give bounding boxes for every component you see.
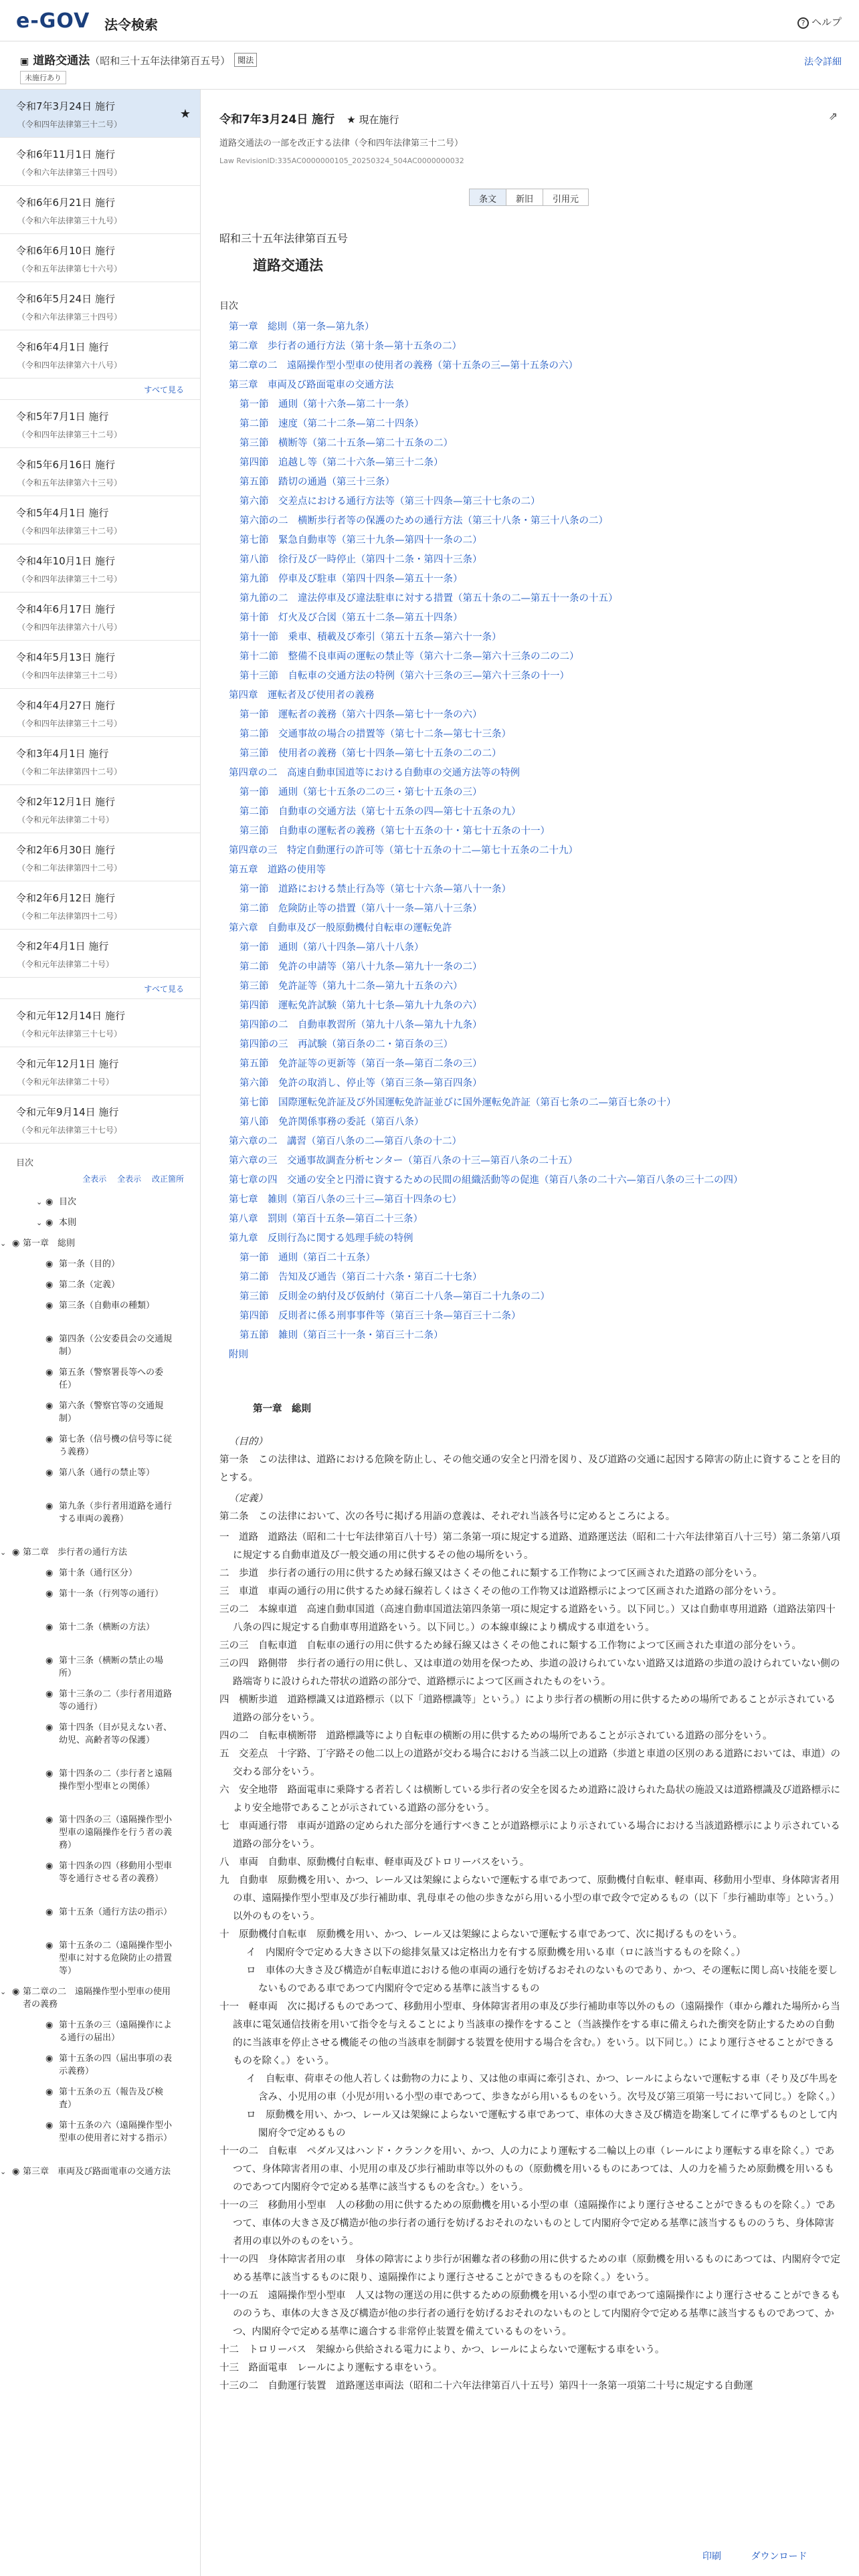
toc-tree-label: 第十一条（行列等の通行） [59, 1589, 164, 1599]
toc-link[interactable]: 第九章 反則行為に関する処理手続の特例 [229, 1233, 413, 1244]
version-date: 令和6年4月1日 施行 [16, 341, 109, 353]
toc-link[interactable]: 第一節 通則（第七十五条の二の三・第七十五条の三） [240, 787, 482, 798]
article-item: 四の二 自転車横断帯 道路標識等により自転車の横断の用に供するための場所であることが示されている道路の部分をいう。 [219, 1731, 773, 1741]
toc-link[interactable]: 第三節 自動車の運転者の義務（第七十五条の十・第七十五条の十一） [240, 826, 550, 837]
version-item[interactable] [0, 1095, 200, 1144]
toc-link[interactable]: 第八章 罰則（第百十五条—第百二十三条） [229, 1214, 423, 1224]
toc-tree-label: 第四条（公安委員会の交通規制） [59, 1334, 173, 1357]
law-title: ▣ 道路交通法（昭和三十五年法律第百五号） 閲法 [20, 51, 257, 68]
version-law: （令和四年法律第三十二号） [17, 526, 122, 536]
amend-law: 道路交通法の一部を改正する法律（令和四年法律第三十二号） [219, 138, 464, 148]
toc-link[interactable]: 第九節の二 違法停車及び違法駐車に対する措置（第五十条の二—第五十一条の十五） [240, 593, 618, 604]
article-item: 九 自動車 原動機を用い、かつ、レール又は架線によらないで運転する車であつて、原動機付自転車、軽車両、移動用小型車、身体障害者用の車、遠隔操作型小型車及び歩行補助車、乳母車その他の歩きながら用いる小型の車で政令で定めるもの（以下「歩行補助車等」という。）以外のものをいう。 [219, 1875, 840, 1922]
article-item: 七 車両通行帯 車両が道路の定められた部分を通行すべきことが道路標示により示されている場合における当該道路標示により示されている道路の部分をいう。 [219, 1821, 840, 1850]
eye-icon[interactable]: ◉ [45, 2054, 54, 2064]
toc-tree-label: 第二条（定義） [59, 1280, 120, 1290]
version-law: （令和六年法律第三十四号） [17, 312, 122, 322]
eye-icon[interactable]: ◉ [45, 1907, 54, 1917]
eye-icon[interactable]: ◉ [45, 1218, 54, 1228]
eye-icon[interactable]: ◉ [45, 1769, 54, 1779]
toc-link[interactable]: 第四節 追越し等（第二十六条—第三十二条） [240, 457, 444, 468]
version-item[interactable] [0, 833, 200, 881]
toc-link[interactable]: 附則 [229, 1350, 248, 1360]
version-date: 令和2年6月12日 施行 [16, 892, 115, 904]
version-law: （令和二年法律第四十二号） [17, 863, 122, 873]
toc-tree-item[interactable] [0, 1546, 177, 1559]
toc-link[interactable]: 第二節 免許の申請等（第八十九条—第九十一条の二） [240, 962, 482, 972]
chevron-down-icon[interactable]: ⌄ [0, 1239, 7, 1248]
eye-icon[interactable]: ◉ [45, 1434, 54, 1444]
toc-link[interactable]: 第三節 横断等（第二十五条—第二十五条の二） [240, 438, 453, 449]
article-subitem: ロ 原動機を用い、かつ、レール又は架線によらないで運転する車であつて、車体の大きさ及び構造を勘案してイに準ずるものとして内閣府令で定めるもの [246, 2110, 838, 2139]
version-law: （令和四年法律第三十二号） [17, 671, 122, 680]
toc-link[interactable]: 第二章 歩行者の通行方法（第十条—第十五条の二） [229, 341, 462, 352]
toc-link[interactable]: 第五節 踏切の通過（第三十三条） [240, 477, 395, 488]
article-item: 十一の二 自転車 ペダル又はハンド・クランクを用い、かつ、人の力により運転する二輪以上の車（レールにより運転する車を除く。）であつて、身体障害者用の車、小児用の車及び歩行補助車等以外のもの（原動機を用いるものにあつては、人の力を補うため原動機を用いるものであつて内閣府令で定める基準に該当するものを含む。）をいう。 [219, 2146, 835, 2193]
toc-link[interactable]: 第一節 運転者の義務（第六十四条—第七十一条の六） [240, 710, 482, 720]
toc-tree-label: 第十条（通行区分） [59, 1568, 138, 1578]
version-law: （令和四年法律第三十二号） [17, 120, 122, 129]
version-item[interactable] [0, 234, 200, 282]
article-item: 十三 路面電車 レールにより運転する車をいう。 [219, 2363, 443, 2373]
eye-icon[interactable]: ◉ [45, 1259, 54, 1269]
version-date: 令和4年4月27日 施行 [16, 700, 115, 712]
version-date: 令和6年6月21日 施行 [16, 197, 115, 209]
eye-icon[interactable]: ◉ [45, 1568, 54, 1578]
toc-panel-label: 目次 [16, 1158, 34, 1168]
toc-link[interactable]: 第四章の二 高速自動車国道等における自動車の交通方法等の特例 [229, 768, 520, 778]
toc-tree-item[interactable] [45, 1299, 173, 1312]
law-heading: 道路交通法 [253, 257, 323, 274]
eye-icon[interactable]: ◉ [45, 1197, 54, 1207]
eye-icon[interactable]: ◉ [45, 1280, 54, 1290]
version-item[interactable] [0, 930, 200, 978]
toc-link[interactable]: 第四章 運転者及び使用者の義務 [229, 690, 375, 701]
toc-link[interactable]: 第十二節 整備不良車両の運転の禁止等（第六十二条—第六十三条の二の二） [240, 651, 579, 662]
article-item: 四 横断歩道 道路標識又は道路標示（以下「道路標識等」という。）により歩行者の横断の用に供するための場所であることが示されている道路の部分をいう。 [219, 1695, 836, 1723]
article-item: 一 道路 道路法（昭和二十七年法律第百八十号）第二条第一項に規定する道路、道路運送法（昭和二十六年法律第百八十三号）第二条第八項に規定する自動車道及び一般交通の用に供するその他の場所をいう。 [219, 1532, 840, 1561]
toc-tree-item[interactable] [45, 1860, 173, 1885]
toc-tree-item[interactable] [45, 1814, 173, 1852]
toc-tree-label: 第十二条（横断の方法） [59, 1622, 155, 1632]
version-item[interactable] [0, 641, 200, 689]
toc-link[interactable]: 第七章 雑則（第百八条の三十三—第百十四条の七） [229, 1194, 462, 1205]
toc-tree-item[interactable] [45, 1567, 173, 1580]
article-1: 第一条 この法律は、道路における危険を防止し、その他交通の安全と円滑を図り、及び道路の交通に起因する障害の防止に資することを目的とする。 [219, 1455, 840, 1483]
toc-tree-item[interactable] [0, 2165, 177, 2178]
main-content [201, 90, 859, 2576]
article-caption: （目的） [229, 1436, 268, 1447]
version-item[interactable] [0, 881, 200, 930]
version-date: 令和元年9月14日 施行 [16, 1106, 119, 1118]
article-subitem: イ 自転車、荷車その他人若しくは動物の力により、又は他の車両に牽引され、かつ、レールによらないで運転する車（そり及び牛馬を含み、小児用の車（小児が用いる小型の車であつて、歩きながら用いるものをいう。次号及び第三項第一号において同じ。）を除く。） [246, 2074, 841, 2103]
book-icon: ▣ [20, 56, 29, 67]
article-item: 三 車道 車両の通行の用に供するため縁石線若しくはさくその他の工作物又は道路標示によつて区画された道路の部分をいう。 [219, 1586, 782, 1597]
toc-tree-label: 第十四条の三（遠隔操作型小型車の遠隔操作を行う者の義務） [59, 1815, 173, 1850]
toc-tree-item[interactable] [45, 1258, 173, 1271]
toc-link[interactable]: 第十節 灯火及び合図（第五十二条—第五十四条） [240, 613, 463, 623]
version-date: 令和5年6月16日 施行 [16, 459, 115, 471]
version-date: 令和5年4月1日 施行 [16, 507, 109, 519]
version-law: （令和五年法律第七十六号） [17, 264, 122, 274]
toc-tree-label: 第八条（通行の禁止等） [59, 1468, 155, 1478]
eye-icon[interactable]: ◉ [45, 1334, 54, 1344]
toc-tree-label: 第十四条（目が見えない者、幼児、高齢者等の保護） [59, 1723, 173, 1745]
version-item[interactable] [0, 689, 200, 737]
article-item: 十一の三 移動用小型車 人の移動の用に供するための原動機を用いる小型の車（遠隔操作により運行させることができるものを除く。）であつて、車体の大きさ及び構造が他の歩行者の通行を妨げるおそれのないものとして内閣府令で定める基準に該当するもののうち、身体障害者用の車以外のものをいう。 [219, 2200, 836, 2247]
eye-icon[interactable]: ◉ [45, 1501, 54, 1511]
eye-icon[interactable]: ◉ [45, 1656, 54, 1666]
version-list [0, 999, 200, 1144]
article-2: 第二条 この法律において、次の各号に掲げる用語の意義は、それぞれ当該各号に定めるところによる。 [219, 1511, 676, 1522]
toc-tree-label: 第十四条の四（移動用小型車等を通行させる者の義務） [59, 1861, 173, 1884]
toc-link[interactable]: 第一節 道路における禁止行為等（第七十六条—第八十一条） [240, 884, 511, 895]
collapse-all-button[interactable]: 全表示 [117, 1174, 142, 1184]
law-tag: 閲法 [234, 53, 257, 67]
toc-link[interactable]: 第三章 車両及び路面電車の交通方法 [229, 380, 394, 391]
article-item: 十三の二 自動運行装置 道路運送車両法（昭和二十六年法律第百八十五号）第四十一条第一項第二十号に規定する自動運 [219, 2381, 753, 2391]
current-badge: ★ 現在施行 [347, 114, 399, 126]
tab-compare[interactable]: 新旧 [506, 189, 543, 206]
version-law: （令和四年法律第三十二号） [17, 719, 122, 728]
toc-tree-label: 第十三条の二（歩行者用道路等の通行） [59, 1689, 173, 1712]
toc-tree-label: 第十五条の六（遠隔操作型小型車の使用者に対する指示） [59, 2121, 173, 2143]
toc-link[interactable]: 第三節 免許証等（第九十二条—第九十五条の六） [240, 981, 463, 992]
eye-icon[interactable]: ◉ [12, 2167, 20, 2177]
article-item: 八 車両 自動車、原動機付自転車、軽車両及びトロリーバスをいう。 [219, 1857, 530, 1868]
toc-link[interactable]: 第五節 雑則（第百三十一条・第百三十二条） [240, 1330, 444, 1341]
toc-link[interactable]: 第七節 国際運転免許証及び外国運転免許証並びに国外運転免許証（第百七条の二—第百七条の十） [240, 1097, 676, 1108]
tab-text[interactable]: 条文 [469, 189, 506, 206]
article-item: 五 交差点 十字路、丁字路その他二以上の道路が交わる場合における当該二以上の道路（歩道と車道の区別のある道路においては、車道）の交わる部分をいう。 [219, 1749, 840, 1778]
toc-link[interactable]: 第二節 交通事故の場合の措置等（第七十二条—第七十三条） [240, 729, 511, 740]
toc-link[interactable]: 第四章の三 特定自動運行の許可等（第七十五条の十二—第七十五条の二十九） [229, 845, 578, 856]
toc-link[interactable]: 第八節 徐行及び一時停止（第四十二条・第四十三条） [240, 554, 482, 565]
chevron-down-icon[interactable]: ⌄ [0, 1988, 7, 1996]
toc-link[interactable]: 第一節 通則（第百二十五条） [240, 1253, 375, 1263]
toc-tree-item[interactable] [45, 2119, 173, 2145]
toc-tree-item[interactable] [45, 1906, 173, 1919]
toc-tree-item[interactable] [45, 1621, 173, 1634]
toc-label: 目次 [219, 301, 238, 312]
article-item: 十一の五 遠隔操作型小型車 人又は物の運送の用に供するための原動機を用いる小型の車であつて遠隔操作により運行させることができるもののうち、車体の大きさ及び構造が他の歩行者の通行を妨げるおそれのないものとして内閣府令で定める基準に該当するものであつて、かつ、内閣府令で定める基準に適合する非常停止装置を備えているものをいう。 [219, 2290, 840, 2337]
version-item[interactable] [0, 330, 200, 379]
toc-tree-label: 第二章 歩行者の通行方法 [23, 1547, 128, 1558]
revision-button[interactable]: 改正箇所 [151, 1174, 184, 1184]
version-item[interactable] [0, 737, 200, 785]
eye-icon[interactable]: ◉ [45, 1723, 54, 1733]
version-date: 令和元年12月1日 施行 [16, 1058, 119, 1070]
version-item[interactable] [0, 90, 200, 138]
article-subitem: ロ 車体の大きさ及び構造が自転車道における他の車両の通行を妨げるおそれのないものであり、かつ、その運転に関し高い技能を要しないものである車であつて内閣府令で定める基準に該当するもの [246, 1965, 838, 1994]
toc-link[interactable]: 第四節の三 再試験（第百条の二・第百条の三） [240, 1039, 453, 1050]
toc-link[interactable]: 第九節 停車及び駐車（第四十四条—第五十一条） [240, 574, 463, 584]
toc-link[interactable]: 第三節 反則金の納付及び仮納付（第百二十八条—第百二十九条の二） [240, 1291, 550, 1302]
version-date: 令和6年11月1日 施行 [16, 148, 115, 160]
law-bar [0, 41, 859, 90]
version-item[interactable] [0, 186, 200, 234]
version-date: 令和4年5月13日 施行 [16, 651, 115, 663]
version-item[interactable] [0, 593, 200, 641]
version-law: （令和元年法律第二十号） [17, 815, 114, 825]
toc-tree-item[interactable] [45, 1767, 173, 1793]
help-link[interactable]: ? ヘルプ [797, 15, 842, 29]
eye-icon[interactable]: ◉ [45, 1689, 54, 1699]
toc-tree-item[interactable] [45, 1654, 173, 1680]
toc-tree-item[interactable] [45, 1721, 173, 1747]
toc-tree-item[interactable] [45, 1366, 173, 1392]
toc-tree-label: 第十五条の四（届出事項の表示義務） [59, 2054, 173, 2076]
eye-icon[interactable]: ◉ [45, 1589, 54, 1599]
toc-link[interactable]: 第一節 通則（第八十四条—第八十八条） [240, 942, 424, 953]
see-all-link[interactable]: すべて見る [0, 379, 200, 400]
help-icon: ? [797, 17, 809, 29]
toc-link[interactable]: 第十一節 乗車、積載及び牽引（第五十五条—第六十一条） [240, 632, 502, 643]
egov-logo[interactable]: e-GOV [16, 9, 90, 33]
eye-icon[interactable]: ◉ [45, 2121, 54, 2131]
revision-id: Law RevisionID:335AC0000000105_20250324_504AC0000000032 [219, 156, 464, 165]
toc-link[interactable]: 第二章の二 遠隔操作型小型車の使用者の義務（第十五条の三—第十五条の六） [229, 360, 578, 371]
toc-tree-label: 第三章 車両及び路面電車の交通方法 [23, 2167, 171, 2177]
toc-tree-item[interactable] [45, 1433, 173, 1459]
version-law: （令和元年法律第二十号） [17, 960, 114, 969]
toc-tree-item[interactable] [45, 1279, 173, 1291]
version-law: （令和元年法律第二十号） [17, 1077, 114, 1087]
toc-tree-label: 第十五条の二（遠隔操作型小型車に対する危険防止の措置等） [59, 1941, 173, 1976]
version-date: 令和7年3月24日 施行 [16, 100, 115, 112]
status-badge: 未施行あり [20, 71, 66, 84]
toc-link[interactable]: 第五章 道路の使用等 [229, 865, 326, 875]
version-date: 令和4年6月17日 施行 [16, 603, 115, 615]
toc-tree-label: 第一条（目的） [59, 1259, 120, 1269]
external-link-icon[interactable]: ⇗ [828, 110, 838, 122]
eye-icon[interactable]: ◉ [45, 1401, 54, 1411]
law-document [219, 230, 842, 1365]
toc-tree-label: 第三条（自動車の種類） [59, 1301, 155, 1311]
site-title[interactable]: 法令検索 [104, 17, 158, 33]
version-law: （令和元年法律第三十七号） [17, 1029, 122, 1039]
article-item: 三の三 自転車道 自転車の通行の用に供するため縁石線又はさくその他これに類する工作物によつて区画された車道の部分をいう。 [219, 1640, 801, 1651]
article-caption: （定義） [229, 1493, 268, 1504]
toc-tree-label: 第一章 総則 [23, 1239, 76, 1249]
toc-link[interactable]: 第六章の二 講習（第百八条の二—第百八条の十二） [229, 1136, 462, 1147]
toc-tree-item[interactable] [45, 1588, 173, 1600]
version-law: （令和二年法律第四十二号） [17, 911, 122, 921]
version-list [0, 400, 200, 978]
toc-tree-item[interactable] [45, 1500, 173, 1525]
article-item: 三の二 本線車道 高速自動車国道（高速自動車国道法第四条第一項に規定する道路をいう。以下同じ。）又は自動車専用道路（道路法第四十八条の四に規定する自動車専用道路をいう。以下同じ。）の本線車線により構成する車道をいう。 [219, 1604, 836, 1633]
version-item[interactable] [0, 496, 200, 544]
article-subitem: イ 内閣府令で定める大きさ以下の総排気量又は定格出力を有する原動機を用いる車（ロに該当するものを除く。） [246, 1947, 746, 1958]
version-law: （令和四年法律第三十二号） [17, 430, 122, 439]
download-button[interactable]: ダウンロード [751, 2551, 807, 2562]
article-item: 十一の四 身体障害者用の車 身体の障害により歩行が困難な者の移動の用に供するための車（原動機を用いるものにあつては、内閣府令で定める基準に該当するものに限り、遠隔操作により運行させることができるものを除く。）をいう。 [219, 2254, 840, 2283]
eye-icon[interactable]: ◉ [12, 1239, 20, 1249]
toc-link[interactable]: 第二節 速度（第二十二条—第二十四条） [240, 419, 424, 429]
version-date: 令和2年12月1日 施行 [16, 796, 115, 808]
law-body [219, 1400, 842, 2395]
toc-tree-label: 第二章の二 遠隔操作型小型車の使用者の義務 [23, 1987, 171, 2010]
toc-link[interactable]: 第五節 免許証等の更新等（第百一条—第百二条の三） [240, 1059, 482, 1069]
toc-link[interactable]: 第八節 免許関係事務の委託（第百八条） [240, 1117, 424, 1128]
article-item: 二 歩道 歩行者の通行の用に供するため縁石線又はさくその他これに類する工作物によつて区画された道路の部分をいう。 [219, 1568, 763, 1579]
version-item[interactable] [0, 282, 200, 330]
article-item: 六 安全地帯 路面電車に乗降する者若しくは横断している歩行者の安全を図るため道路に設けられた島状の施設又は道路標識及び道路標示により安全地帯であることが示されている道路の部分をいう。 [219, 1785, 840, 1814]
version-law: （令和二年法律第四十二号） [17, 767, 122, 776]
toc-tree-label: 本則 [59, 1218, 77, 1228]
version-date: 令和3年4月1日 施行 [16, 748, 109, 760]
star-icon: ★ [347, 114, 359, 126]
toc-tree-item[interactable] [0, 1985, 177, 2011]
toc-tree-item[interactable] [36, 1216, 173, 1229]
toc-link[interactable]: 第一章 総則（第一条—第九条） [229, 322, 375, 332]
toc-link[interactable]: 第二節 危険防止等の措置（第八十一条—第八十三条） [240, 903, 482, 914]
version-header [219, 110, 464, 165]
toc-tree-label: 目次 [59, 1197, 77, 1207]
version-date: 令和4年10月1日 施行 [16, 555, 115, 567]
star-icon: ★ [179, 107, 191, 121]
eye-icon[interactable]: ◉ [45, 1815, 54, 1825]
see-all-link[interactable]: すべて見る [0, 978, 200, 999]
version-law: （令和四年法律第六十八号） [17, 623, 122, 632]
version-law: （令和六年法律第三十九号） [17, 216, 122, 225]
toc-link[interactable]: 第七節 緊急自動車等（第三十九条—第四十一条の二） [240, 535, 482, 546]
sidebar [0, 90, 201, 2576]
eye-icon[interactable]: ◉ [45, 1301, 54, 1311]
version-date: 令和6年5月24日 施行 [16, 293, 115, 305]
version-date: 令和元年12月14日 施行 [16, 1010, 125, 1022]
law-number: 昭和三十五年法律第百五号 [219, 232, 349, 245]
version-date: 令和6年6月10日 施行 [16, 245, 115, 257]
toc-tree-item[interactable] [45, 1939, 173, 1977]
tab-cited[interactable]: 引用元 [543, 189, 589, 206]
version-date: 令和7年3月24日 施行 [219, 113, 335, 126]
toc-tree-label: 第十五条の五（報告及び検査） [59, 2087, 164, 2110]
toc-link[interactable]: 第四節 運転免許試験（第九十七条—第九十九条の六） [240, 1000, 482, 1011]
version-item[interactable] [0, 138, 200, 186]
chevron-down-icon[interactable]: ⌄ [0, 1548, 7, 1557]
version-item[interactable] [0, 448, 200, 496]
toc-link[interactable]: 第六節の二 横断歩行者等の保護のための通行方法（第三十八条・第三十八条の二） [240, 516, 608, 526]
toc-tree-label: 第九条（歩行者用道路を通行する車両の義務） [59, 1501, 173, 1524]
eye-icon[interactable]: ◉ [12, 1547, 20, 1558]
toc-tree-item[interactable] [45, 1333, 173, 1358]
toc-link[interactable]: 第四節 反則者に係る刑事事件等（第百三十条—第百三十二条） [240, 1311, 521, 1321]
view-tabs [470, 189, 589, 206]
toc-tree-item[interactable] [45, 2052, 173, 2078]
version-law: （令和五年法律第六十三号） [17, 478, 122, 488]
version-law: （令和元年法律第三十七号） [17, 1125, 122, 1135]
version-date: 令和2年6月30日 施行 [16, 844, 115, 856]
eye-icon[interactable]: ◉ [45, 2020, 54, 2030]
toc-tree-label: 第十五条の三（遠隔操作による通行の届出） [59, 2020, 173, 2043]
chevron-down-icon[interactable]: ⌄ [36, 1198, 43, 1206]
expand-all-button[interactable]: 全表示 [82, 1174, 107, 1184]
toc-link[interactable]: 第二節 告知及び通告（第百二十六条・第百二十七条） [240, 1272, 482, 1283]
eye-icon[interactable]: ◉ [45, 1368, 54, 1378]
eye-icon[interactable]: ◉ [45, 2087, 54, 2097]
print-button[interactable]: 印刷 [702, 2551, 721, 2562]
toc-tree-item[interactable] [45, 1400, 173, 1425]
version-item[interactable] [0, 1047, 200, 1095]
toc-link[interactable]: 第四節の二 自動車教習所（第九十八条—第九十九条） [240, 1020, 482, 1031]
toc-tree-item[interactable] [45, 2086, 173, 2111]
toc-tree-label: 第十三条（横断の禁止の場所） [59, 1656, 164, 1679]
toc-link[interactable]: 第七章の四 交通の安全と円滑に資するための民間の組織活動等の促進（第百八条の二十六—第百八条の三十二の四） [229, 1175, 743, 1186]
toc-tree [0, 1193, 200, 2330]
law-detail-link[interactable]: 法令詳細 [804, 57, 842, 68]
toc-link[interactable]: 第十三節 自転車の交通方法の特例（第六十三条の三—第六十三条の十一） [240, 671, 569, 681]
eye-icon[interactable]: ◉ [12, 1987, 20, 1997]
version-item[interactable] [0, 400, 200, 448]
article-2-items [219, 1529, 842, 2395]
toc-link[interactable]: 第六節 免許の取消し、停止等（第百三条—第百四条） [240, 1078, 482, 1089]
version-item[interactable] [0, 544, 200, 593]
footer-actions [676, 2549, 807, 2563]
toc-link[interactable]: 第六章 自動車及び一般原動機付自転車の運転免許 [229, 923, 452, 934]
article-item: 十 原動機付自転車 原動機を用い、かつ、レール又は架線によらないで運転する車であつて、次に掲げるものをいう。 [219, 1929, 743, 1940]
toc-link[interactable]: 第二節 自動車の交通方法（第七十五条の四—第七十五条の九） [240, 807, 521, 817]
version-date: 令和5年7月1日 施行 [16, 411, 109, 423]
version-date: 令和2年4月1日 施行 [16, 940, 109, 952]
toc-tree-item[interactable] [45, 1467, 173, 1479]
article-item: 十一 軽車両 次に掲げるものであつて、移動用小型車、身体障害者用の車及び歩行補助車等以外のもの（遠隔操作（車から離れた場所から当該車に電気通信技術を用いて指令を与えることにより当該車の操作をすること（当該操作をする車に備えられた衝突を防止するための自動的に当該車を停止させる機能その他の当該車を制御する装置を使用する場合を含む。）をいう。以下同じ。）により運行させることができるものを除く。）をいう。 [219, 2002, 840, 2066]
toc-tree-item[interactable] [45, 1688, 173, 1713]
toc-tree-item[interactable] [0, 1237, 177, 1250]
law-toc [219, 318, 842, 1365]
eye-icon[interactable]: ◉ [45, 1861, 54, 1871]
eye-icon[interactable]: ◉ [45, 1622, 54, 1632]
toc-link[interactable]: 第三節 使用者の義務（第七十四条—第七十五条の二の二） [240, 748, 502, 759]
toc-tools [0, 1173, 200, 1193]
version-law: （令和四年法律第三十二号） [17, 574, 122, 584]
toc-tree-item[interactable] [36, 1196, 173, 1208]
toc-tree-label: 第五条（警察署長等への委任） [59, 1368, 164, 1390]
toc-tree-label: 第十四条の二（歩行者と遠隔操作型小型車との関係） [59, 1769, 173, 1792]
chevron-down-icon[interactable]: ⌄ [0, 2167, 7, 2176]
version-law: （令和四年法律第六十八号） [17, 360, 122, 370]
toc-tree-label: 第十五条（通行方法の指示） [59, 1907, 173, 1917]
chapter-heading: 第一章 総則 [253, 1404, 311, 1414]
version-item[interactable] [0, 785, 200, 833]
chevron-down-icon[interactable]: ⌄ [36, 1218, 43, 1227]
version-list [0, 90, 200, 379]
eye-icon[interactable]: ◉ [45, 1941, 54, 1951]
toc-tree-label: 第六条（警察官等の交通規制） [59, 1401, 164, 1424]
version-item[interactable] [0, 999, 200, 1047]
version-law: （令和六年法律第三十四号） [17, 168, 122, 177]
article-item: 十二 トロリーバス 架線から供給される電力により、かつ、レールによらないで運転する車をいう。 [219, 2345, 665, 2355]
eye-icon[interactable]: ◉ [45, 1468, 54, 1478]
article-item: 三の四 路側帯 歩行者の通行の用に供し、又は車道の効用を保つため、歩道の設けられていない道路又は道路の歩道の設けられていない側の路端寄りに設けられた帯状の道路の部分で、道路標示によつて区画されたものをいう。 [219, 1658, 840, 1687]
toc-link[interactable]: 第六章の三 交通事故調査分析センター（第百八条の十三—第百八条の二十五） [229, 1156, 578, 1166]
header [0, 0, 859, 41]
toc-link[interactable]: 第六節 交差点における通行方法等（第三十四条—第三十七条の二） [240, 496, 541, 507]
toc-link[interactable]: 第一節 通則（第十六条—第二十一条） [240, 399, 414, 410]
toc-tree-label: 第七条（信号機の信号等に従う義務） [59, 1434, 173, 1457]
toc-tree-item[interactable] [45, 2019, 173, 2044]
